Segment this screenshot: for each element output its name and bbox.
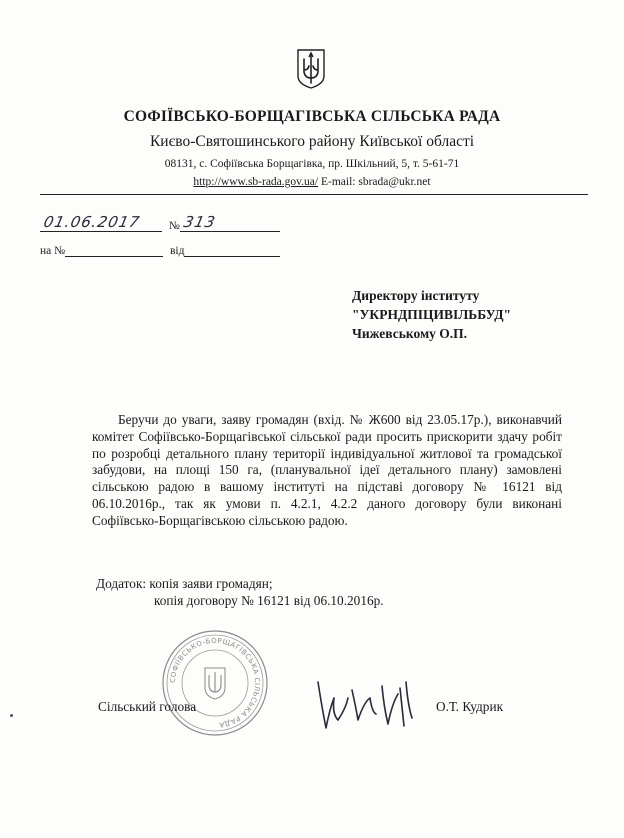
outgoing-ref-line: [40, 213, 280, 232]
outgoing-number-handwritten: 313: [181, 213, 218, 231]
header-divider: [40, 194, 588, 195]
organization-name: СОФІЇВСЬКО-БОРЩАГІВСЬКА СІЛЬСЬКА РАДА: [123, 108, 501, 125]
addressee-position: Директору інституту: [352, 288, 480, 303]
outgoing-date-field: [40, 213, 162, 232]
addressee-block: [352, 286, 511, 343]
address-line: 08131, с. Софіївська Борщагівка, пр. Шкільний, 5, т. 5-61-71: [164, 158, 460, 170]
signatory-title: Сільський голова: [98, 699, 197, 714]
email-address: sbrada@ukr.net: [358, 176, 431, 188]
attachment-line-2: копія договору № 16121 від 06.10.2016р.: [154, 593, 384, 608]
from-label: від: [169, 245, 185, 257]
in-reply-number-field: [65, 242, 163, 257]
in-reply-date-field: [184, 242, 280, 257]
outgoing-date-handwritten: 01.06.2017: [42, 213, 142, 231]
in-reply-label: на №: [40, 245, 66, 257]
contacts-line: [0, 176, 624, 188]
reply-ref-line: [40, 242, 280, 257]
official-stamp-icon: [160, 628, 270, 738]
stamp-ring-text: СОФІЇВСЬКО-БОРЩАГІВСЬКА СІЛЬСЬКА РАДА: [168, 636, 262, 729]
addressee-name: Чижевському О.П.: [352, 326, 468, 341]
letter-body: Беручи до уваги, заяву громадян (вхід. № Ж600 від 23.05.17р.), виконавчий комітет Софіївсько-Борщагівської сільської ради просить прискорити здачу робіт по розробці детального плану території індивідуальної житлової та громадської забудови, на площі 150 га, (планувальної ідеї детального плану) замовлені сільською радою в вашому інституті на підставі договору № 16121 від 06.10.2016р., так як умови п. 4.2.1, 4.2.2 даного договору були виконані Софіївсько-Борщагівською сільською радою.: [92, 412, 562, 528]
email-label: E-mail:: [320, 176, 356, 188]
attachment-line-1: Додаток: копія заяви громадян;: [96, 576, 273, 591]
website-link[interactable]: http://www.sb-rada.gov.ua/: [193, 176, 319, 188]
coat-of-arms-icon: [296, 48, 326, 90]
signatory-name: О.Т. Кудрик: [436, 699, 504, 714]
district-line: Києво-Святошинського району Київської області: [149, 133, 475, 150]
margin-dot: [10, 714, 13, 717]
attachment-block: [96, 575, 384, 609]
addressee-organization: "УКРНДПІЦИВІЛЬБУД": [352, 307, 512, 322]
handwritten-signature-icon: [312, 668, 422, 738]
outgoing-number-field: [180, 213, 280, 232]
number-label: №: [168, 220, 180, 232]
